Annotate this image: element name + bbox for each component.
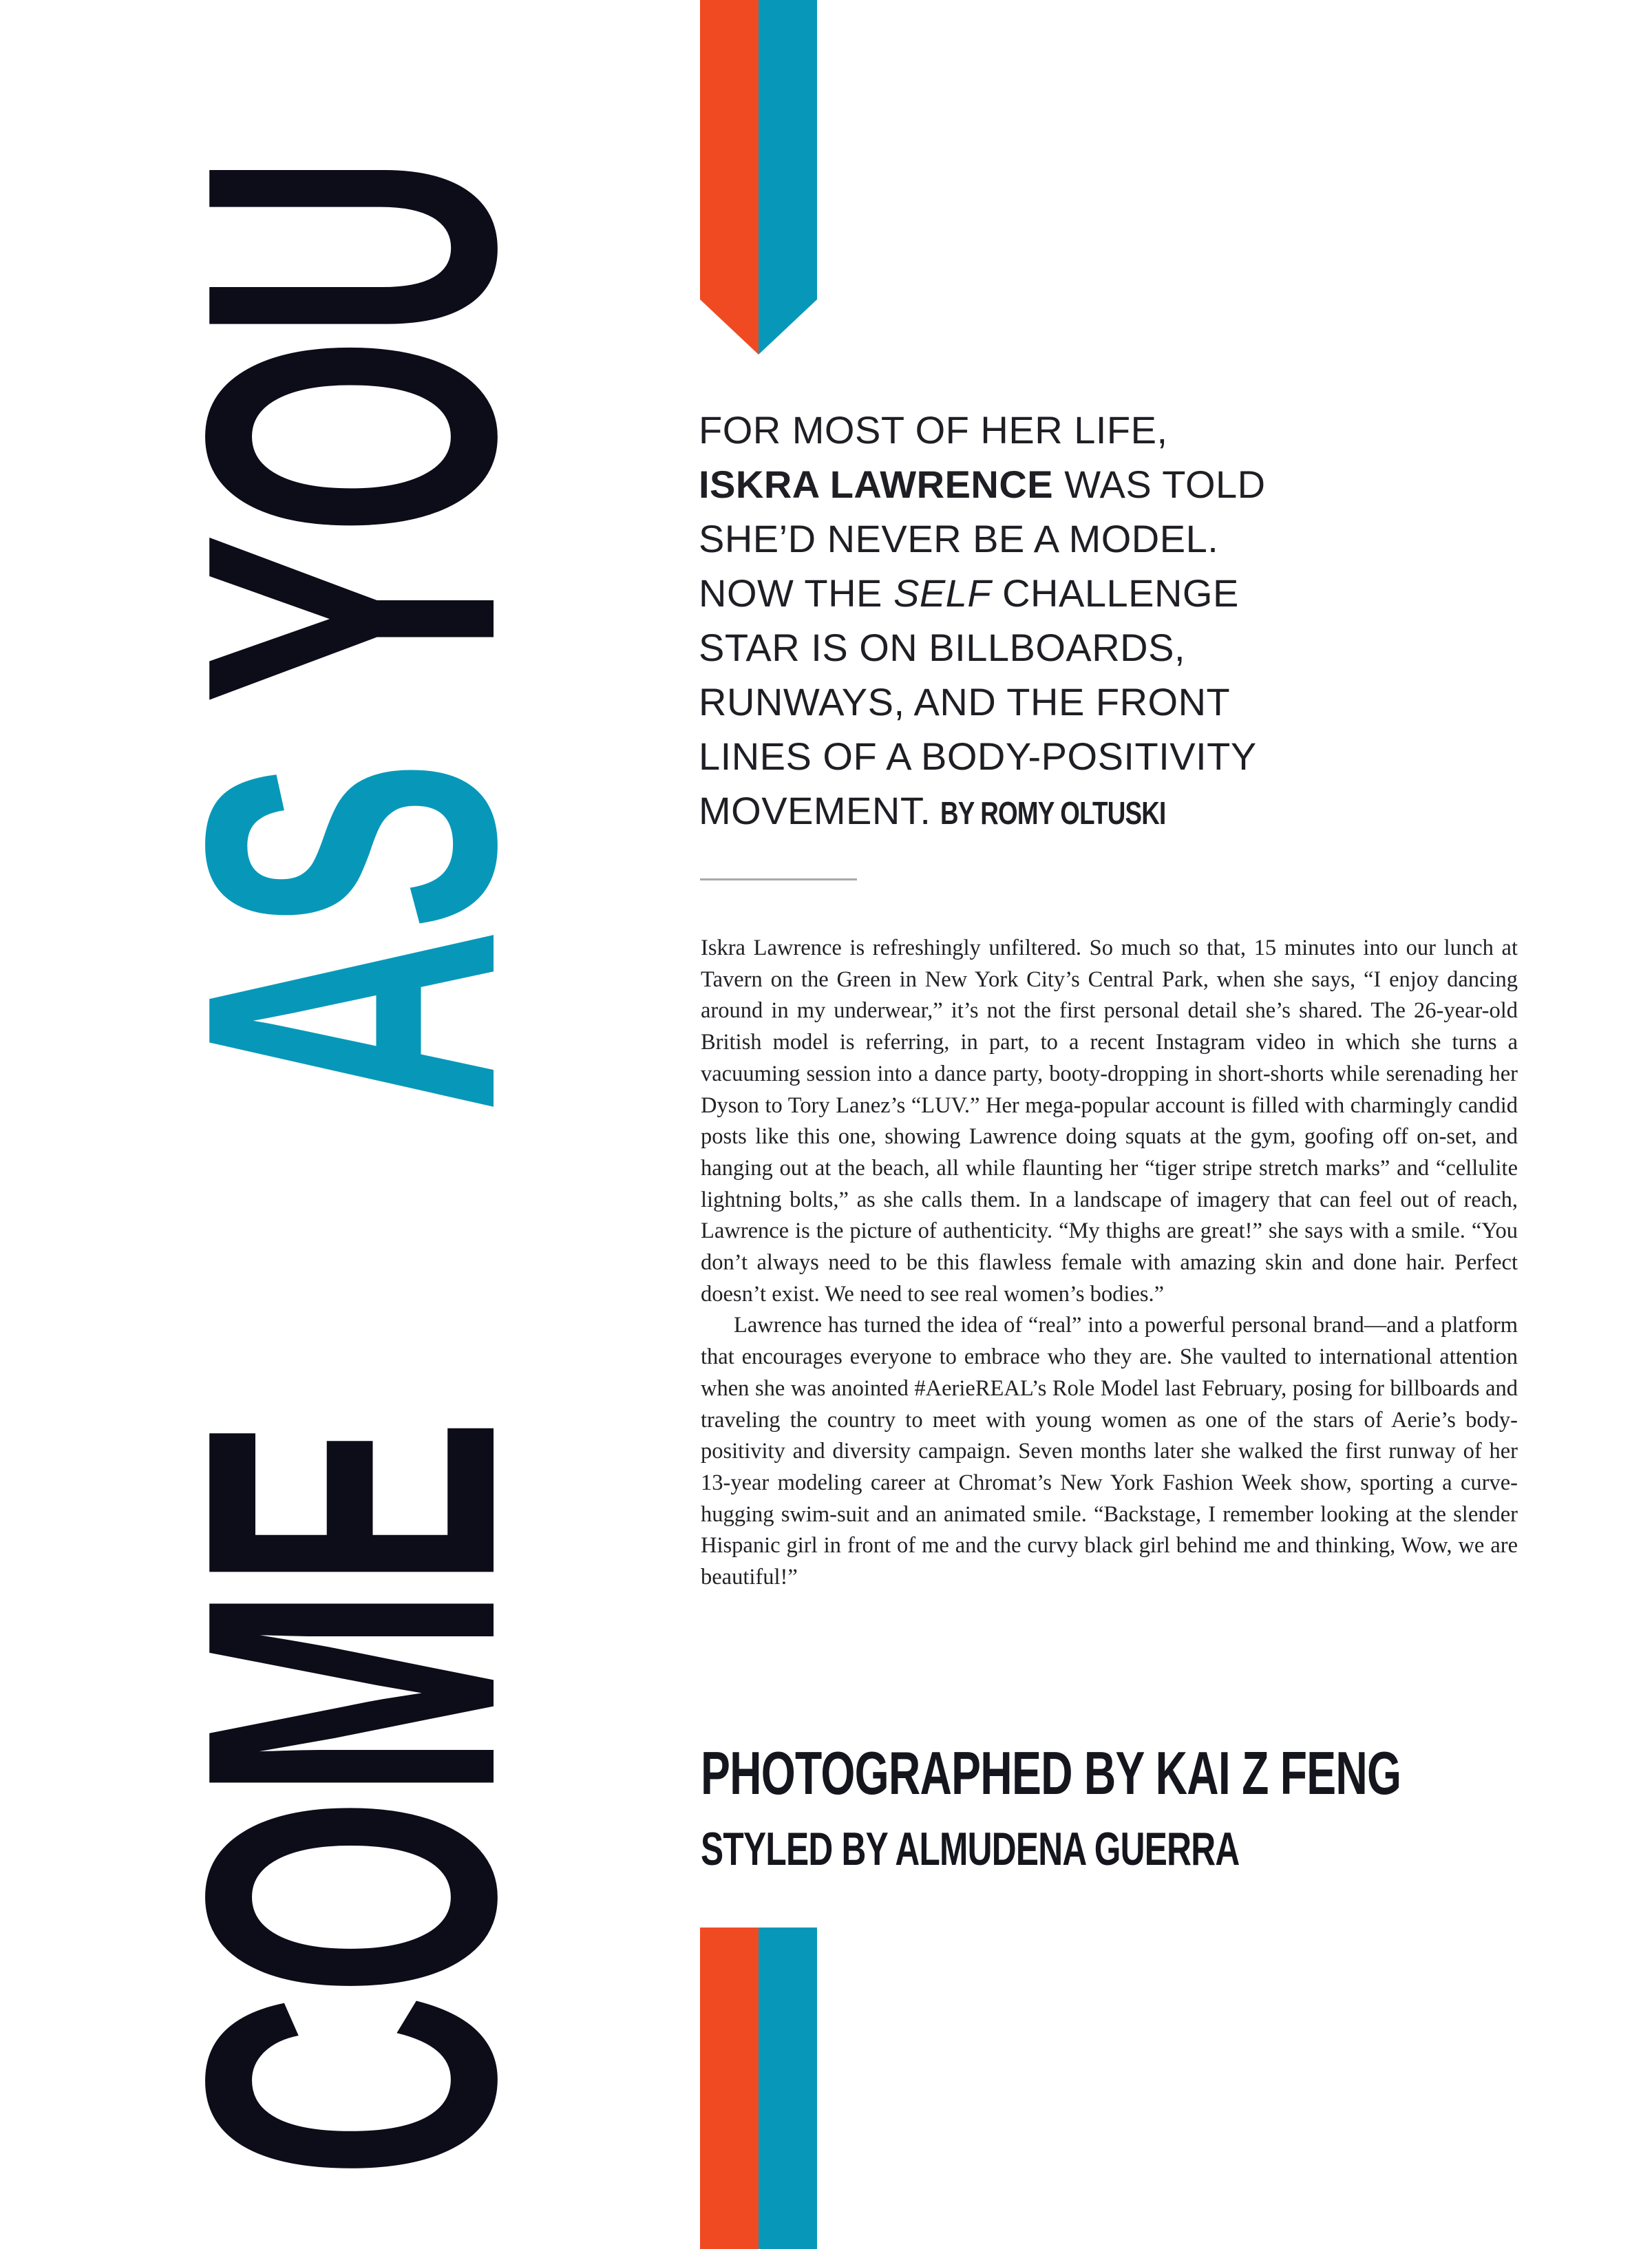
deck-line: NOW THE SELF CHALLENGE <box>699 571 1239 615</box>
headline-word-as: AS <box>120 762 582 1113</box>
headline-word-come: COME <box>120 1420 582 2179</box>
deck-line: FOR MOST OF HER LIFE, <box>699 408 1168 452</box>
deck-line: MOVEMENT. BY ROMY OLTUSKI <box>699 783 1511 841</box>
subject-name: ISKRA LAWRENCE <box>699 463 1054 506</box>
bottom-ribbon-decoration <box>700 1928 817 2249</box>
divider-rule <box>700 878 857 880</box>
deck-line: STAR IS ON BILLBOARDS, <box>699 626 1186 669</box>
vertical-headline <box>120 65 582 2179</box>
deck-line: ISKRA LAWRENCE WAS TOLD <box>699 463 1266 506</box>
top-ribbon-decoration <box>700 0 817 355</box>
article-body <box>701 933 1518 1594</box>
photographer-credit: PHOTOGRAPHED BY KAI Z FENG <box>701 1739 1401 1807</box>
deck-line: LINES OF A BODY-POSITIVITY <box>699 735 1257 778</box>
stylist-credit: STYLED BY ALMUDENA GUERRA <box>701 1823 1240 1875</box>
deck-line: RUNWAYS, AND THE FRONT <box>699 680 1231 724</box>
magazine-name: SELF <box>893 571 992 615</box>
headline-word-you: YOU <box>120 157 582 705</box>
article-deck <box>699 403 1511 841</box>
body-paragraph: Lawrence has turned the idea of “real” into a powerful personal brand—and a platform that encourages everyone to embrace who they are. She vaulted to international attention when she was anointed #AerieREAL’s Role Model last February, posing for billboards and traveling the country to meet with young women as one of the stars of Aerie’s body-positivity and diversity campaign. Seven months later she walked the first runway of her 13-year modeling career at Chromat’s New York Fashion Week show, sporting a curve-hugging swim-suit and an animated smile. “Backstage, I remember looking at the slender Hispanic girl in front of me and the curvy black girl behind me and thinking, Wow, we are beautiful!” <box>701 1313 1518 1590</box>
author-byline: BY ROMY OLTUSKI <box>940 795 1166 831</box>
deck-line: SHE’D NEVER BE A MODEL. <box>699 517 1219 560</box>
body-paragraph: Iskra Lawrence is refreshingly unfiltered. So much so that, 15 minutes into our lunch at Tavern on the Green in New York City’s Central Park, when she says, “I enjoy dancing around in my underwear,” it’s not the first personal detail she’s shared. The 26-year-old British model is referring, in part, to a recent Instagram video in which she turns a vacuuming session into a dance party, booty-dropping in short-shorts while serenading her Dyson to Tory Lanez’s “LUV.” Her mega-popular account is filled with charmingly candid posts like this one, showing Lawrence doing squats at the gym, goofing off on-set, and hanging out at the beach, all while flaunting her “tiger stripe stretch marks” and “cellulite lightning bolts,” as she calls them. In a landscape of imagery that can feel out of reach, Lawrence is the picture of authenticity. “My thighs are great!” she says with a smile. “You don’t always need to be this flawless female with amazing skin and done hair. Perfect doesn’t exist. We need to see real women’s bodies.” <box>701 936 1518 1307</box>
